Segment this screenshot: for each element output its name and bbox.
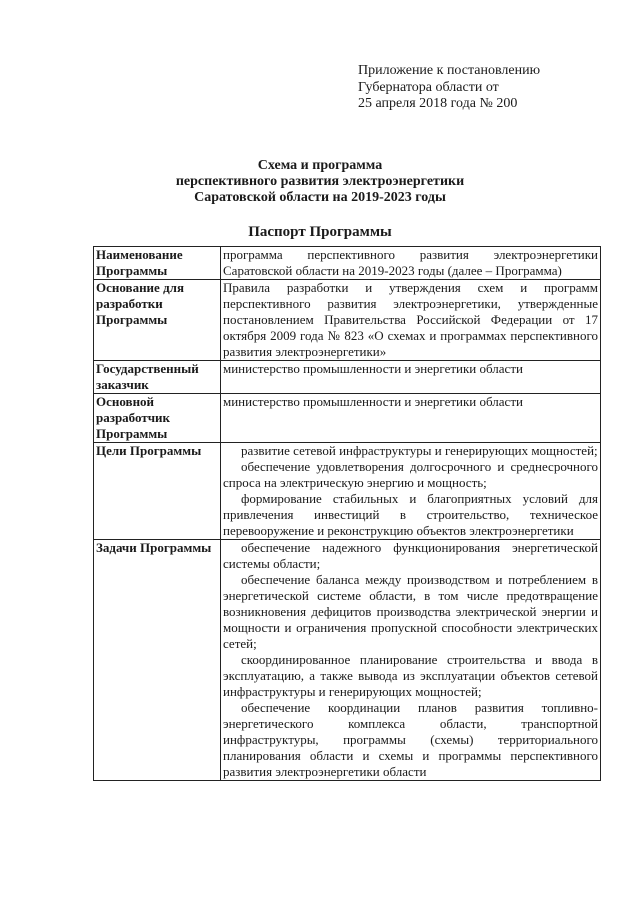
row-paragraph: обеспечение надежного функционирования энергетической системы области; [223, 540, 598, 571]
row-label: Задачи Программы [94, 540, 221, 781]
table-row [94, 540, 601, 781]
table-row [94, 361, 601, 394]
row-paragraph: программа перспективного развития электроэнергетики Саратовской области на 2019-2023 годы (далее – Программа) [223, 247, 598, 278]
stamp-line-3: 25 апреля 2018 года № 200 [358, 96, 518, 111]
table-row [94, 394, 601, 443]
row-value [221, 247, 601, 280]
approval-stamp [358, 63, 540, 113]
row-paragraph: обеспечение удовлетворения долгосрочного и среднесрочного спроса на электрическую энергию и мощность; [223, 459, 598, 490]
row-value [221, 361, 601, 394]
row-label: Основной разработчик Программы [94, 394, 221, 443]
row-paragraph: скоординированное планирование строительства и ввода в эксплуатацию, а также вывода из эксплуатации объектов сетевой инфраструктуры и генерирующих мощностей; [223, 652, 598, 699]
row-label: Государственный заказчик [94, 361, 221, 394]
table-row [94, 443, 601, 540]
row-paragraph: министерство промышленности и энергетики области [223, 361, 523, 376]
document-title-block [0, 158, 640, 240]
row-value [221, 443, 601, 540]
row-paragraph: министерство промышленности и энергетики области [223, 394, 523, 409]
row-paragraph: Правила разработки и утверждения схем и программ перспективного развития электроэнергетики, утвержденные постановлением Правительства Российской Федерации от 17 октября 2009 года № 823 «О схемах и программах перспективного развития электроэнергетики» [223, 280, 598, 359]
table-row [94, 280, 601, 361]
row-paragraph: формирование стабильных и благоприятных условий для привлечения инвестиций в строительство, техническое перевооружение и реконструкцию объектов электроэнергетики [223, 491, 598, 538]
stamp-line-1: Приложение к постановлению [358, 63, 541, 78]
row-paragraph: развитие сетевой инфраструктуры и генерирующих мощностей; [241, 443, 598, 458]
row-label: Основание для разработки Программы [94, 280, 221, 361]
row-label: Цели Программы [94, 443, 221, 540]
row-value [221, 540, 601, 781]
stamp-line-2: Губернатора области от [358, 79, 499, 95]
title-line-3: Саратовской области на 2019-2023 годы [194, 190, 446, 205]
passport-title: Паспорт Программы [248, 224, 392, 240]
row-value [221, 280, 601, 361]
title-line-1: Схема и программа [257, 158, 383, 173]
title-line-2: перспективного развития электроэнергетики [175, 174, 465, 189]
row-paragraph: обеспечение координации планов развития топливно-энергетического комплекса области, транспортной инфраструктуры, программы (схемы) территориального планирования области и схемы и программы перспективного развития электроэнергетики области [223, 700, 598, 779]
passport-table [93, 246, 601, 781]
table-row [94, 247, 601, 280]
row-paragraph: обеспечение баланса между производством и потреблением в энергетической системе области, в том числе предотвращение возникновения дефицитов производства электрической энергии и мощности и ограничения пропускной способности электрических сетей; [223, 572, 598, 651]
row-value [221, 394, 601, 443]
row-label: Наименование Программы [94, 247, 221, 280]
